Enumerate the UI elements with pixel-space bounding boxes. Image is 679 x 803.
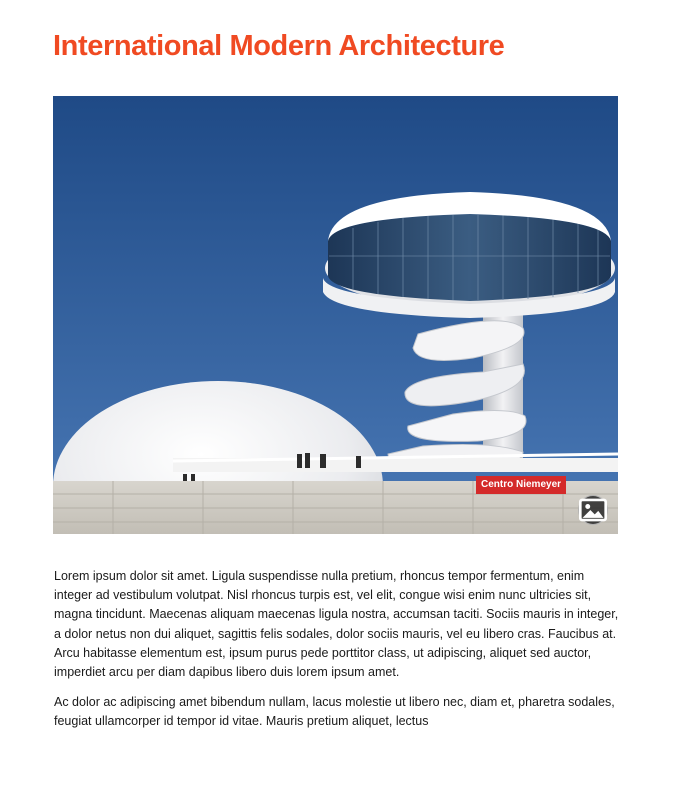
hero-image xyxy=(53,96,618,534)
paragraph: Ac dolor ac adipiscing amet bibendum nullam, lacus molestie ut libero nec, diam et, pharetra sodales, feugiat ullamcorper id tempor id vitae. Mauris pretium aliquet, lectus xyxy=(54,695,615,729)
page-title: International Modern Architecture xyxy=(53,30,505,62)
caption-badge: Centro Niemeyer xyxy=(476,476,566,494)
architecture-photo xyxy=(53,96,618,534)
image-gallery-icon xyxy=(579,291,607,534)
article-body xyxy=(54,567,620,743)
paragraph: Lorem ipsum dolor sit amet. Ligula suspendisse nulla pretium, rhoncus tempor fermentum, enim integer ad vestibulum volutpat. Nisl rhoncus turpis est, vel elit, congue wisi enim nunc ultricies sit, magna tincidunt. Maecenas aliquam maecenas ligula nostra, accumsan taciti. Sociis mauris in integer, a dolor netus non dui aliquet, sagittis felis sodales, dolor sociis mauris, vel eu libero cras. Faucibus at. Arcu habitasse elementum est, ipsum purus pede porttitor class, ut adipiscing, aliquet sed auctor, imperdiet arcu per diam dapibus libero duis lorem ipsum amet. xyxy=(54,569,619,680)
image-gallery-button[interactable] xyxy=(578,495,608,525)
